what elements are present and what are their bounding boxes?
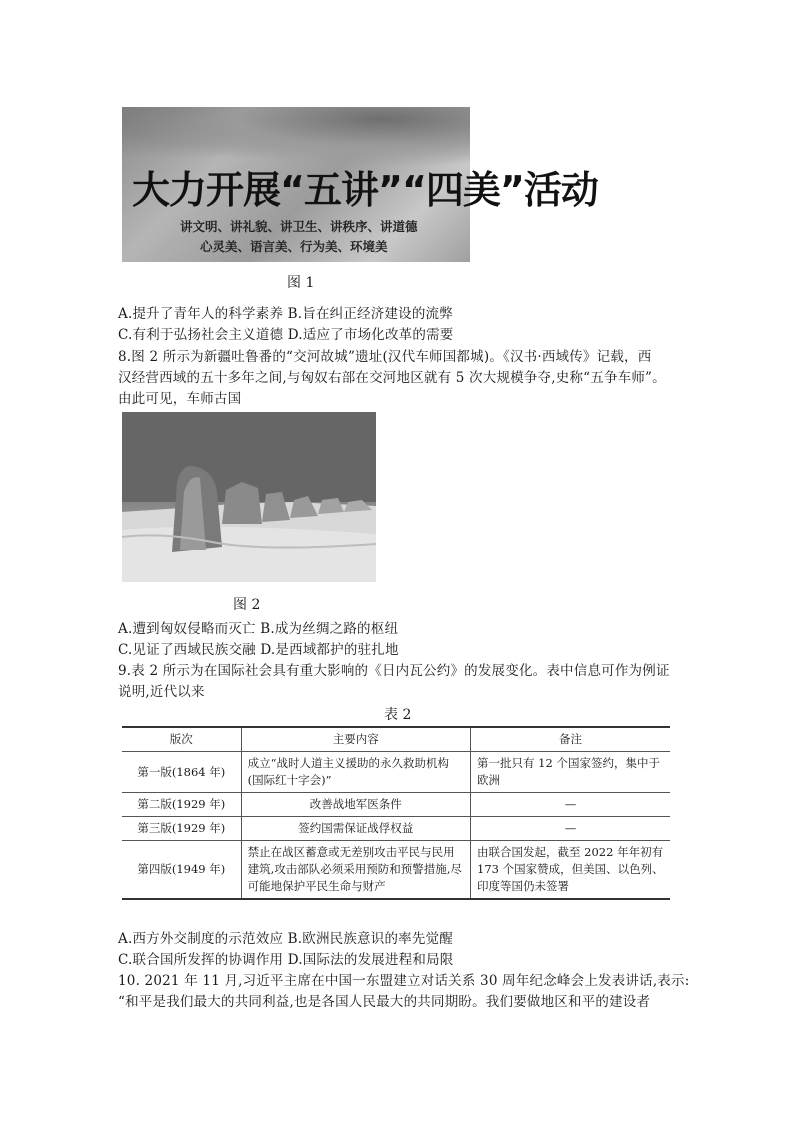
ruins-illustration	[122, 412, 376, 582]
table-header-edition: 版次	[122, 727, 241, 752]
q8-option-line-2: C.见证了西域民族交融 D.是西域都护的驻扎地	[118, 642, 399, 658]
table-2-title: 表 2	[384, 707, 412, 723]
table-row	[122, 793, 670, 817]
figure-2-caption: 图 2	[233, 597, 261, 613]
q8-stem-line-2: 汉经营西域的五十多年之间,与匈奴右部在交河地区就有 5 次大规模争夺,史称“五争车师”。	[118, 370, 666, 386]
table-cell-notes: —	[471, 793, 671, 817]
table-cell-content: 改善战地军医条件	[241, 793, 470, 817]
table-header-notes: 备注	[471, 727, 671, 752]
q8-option-line-1: A.遭到匈奴侵略而灭亡 B.成为丝绸之路的枢纽	[118, 621, 399, 637]
figure-2-ruins-photo	[122, 412, 376, 582]
q9-stem-line-1: 9.表 2 所示为在国际社会具有重大影响的《日内瓦公约》的发展变化。表中信息可作为例证	[118, 663, 670, 679]
q9-stem-line-2: 说明,近代以来	[118, 684, 205, 700]
q7-option-line-1: A.提升了青年人的科学素养 B.旨在纠正经济建设的流弊	[118, 306, 453, 322]
table-row	[122, 841, 670, 900]
figure-1-caption: 图 1	[287, 275, 315, 291]
table-cell-notes: —	[471, 817, 671, 841]
table-header-row	[122, 727, 670, 752]
table-row	[122, 752, 670, 793]
table-cell-edition: 第一版(1864 年)	[122, 752, 241, 793]
table-cell-notes: 第一批只有 12 个国家签约，集中于欧洲	[471, 752, 671, 793]
q9-option-line-1: A.西方外交制度的示范效应 B.欧洲民族意识的率先觉醒	[118, 931, 453, 947]
q9-option-line-2: C.联合国所发挥的协调作用 D.国际法的发展进程和局限	[118, 952, 454, 968]
table-cell-edition: 第四版(1949 年)	[122, 841, 241, 900]
table-cell-notes: 由联合国发起，截至 2022 年年初有 173 个国家赞成，但美国、以色列、印度等国仍未签署	[471, 841, 671, 900]
banner-line-1: 讲文明、讲礼貌、讲卫生、讲秩序、讲道德	[180, 219, 418, 234]
table-header-content: 主要内容	[241, 727, 470, 752]
figure-1-banner-photo	[122, 107, 598, 262]
q7-option-line-2: C.有利于弘扬社会主义道德 D.适应了市场化改革的需要	[118, 327, 454, 343]
q10-stem-line-1: 10. 2021 年 11 月,习近平主席在中国一东盟建立对话关系 30 周年纪念峰会上发表讲话,表示:	[118, 973, 690, 989]
table-2	[122, 726, 670, 900]
q8-stem-line-1: 8.图 2 所示为新疆吐鲁番的“交河故城”遗址(汉代车师国都城)。《汉书·西域传》记载，西	[118, 349, 652, 365]
table-cell-content: 签约国需保证战俘权益	[241, 817, 470, 841]
tree-foliage	[122, 107, 470, 167]
table-cell-edition: 第二版(1929 年)	[122, 793, 241, 817]
table-cell-edition: 第三版(1929 年)	[122, 817, 241, 841]
q8-stem-line-3: 由此可见，车师古国	[118, 391, 242, 407]
table-cell-content: 禁止在战区蓄意或无差别攻击平民与民用建筑,攻击部队必须采用预防和预警措施,尽可能地保护平民生命与财产	[241, 841, 470, 900]
table-row	[122, 817, 670, 841]
table-cell-content: 成立“战时人道主义援助的永久救助机构(国际红十字会)”	[241, 752, 470, 793]
banner-line-2: 心灵美、语言美、行为美、环境美	[200, 239, 388, 254]
q10-stem-line-2: “和平是我们最大的共同利益,也是各国人民最大的共同期盼。我们要做地区和平的建设者	[118, 994, 651, 1010]
banner-title: 大力开展“五讲”“四美”活动	[132, 168, 598, 212]
